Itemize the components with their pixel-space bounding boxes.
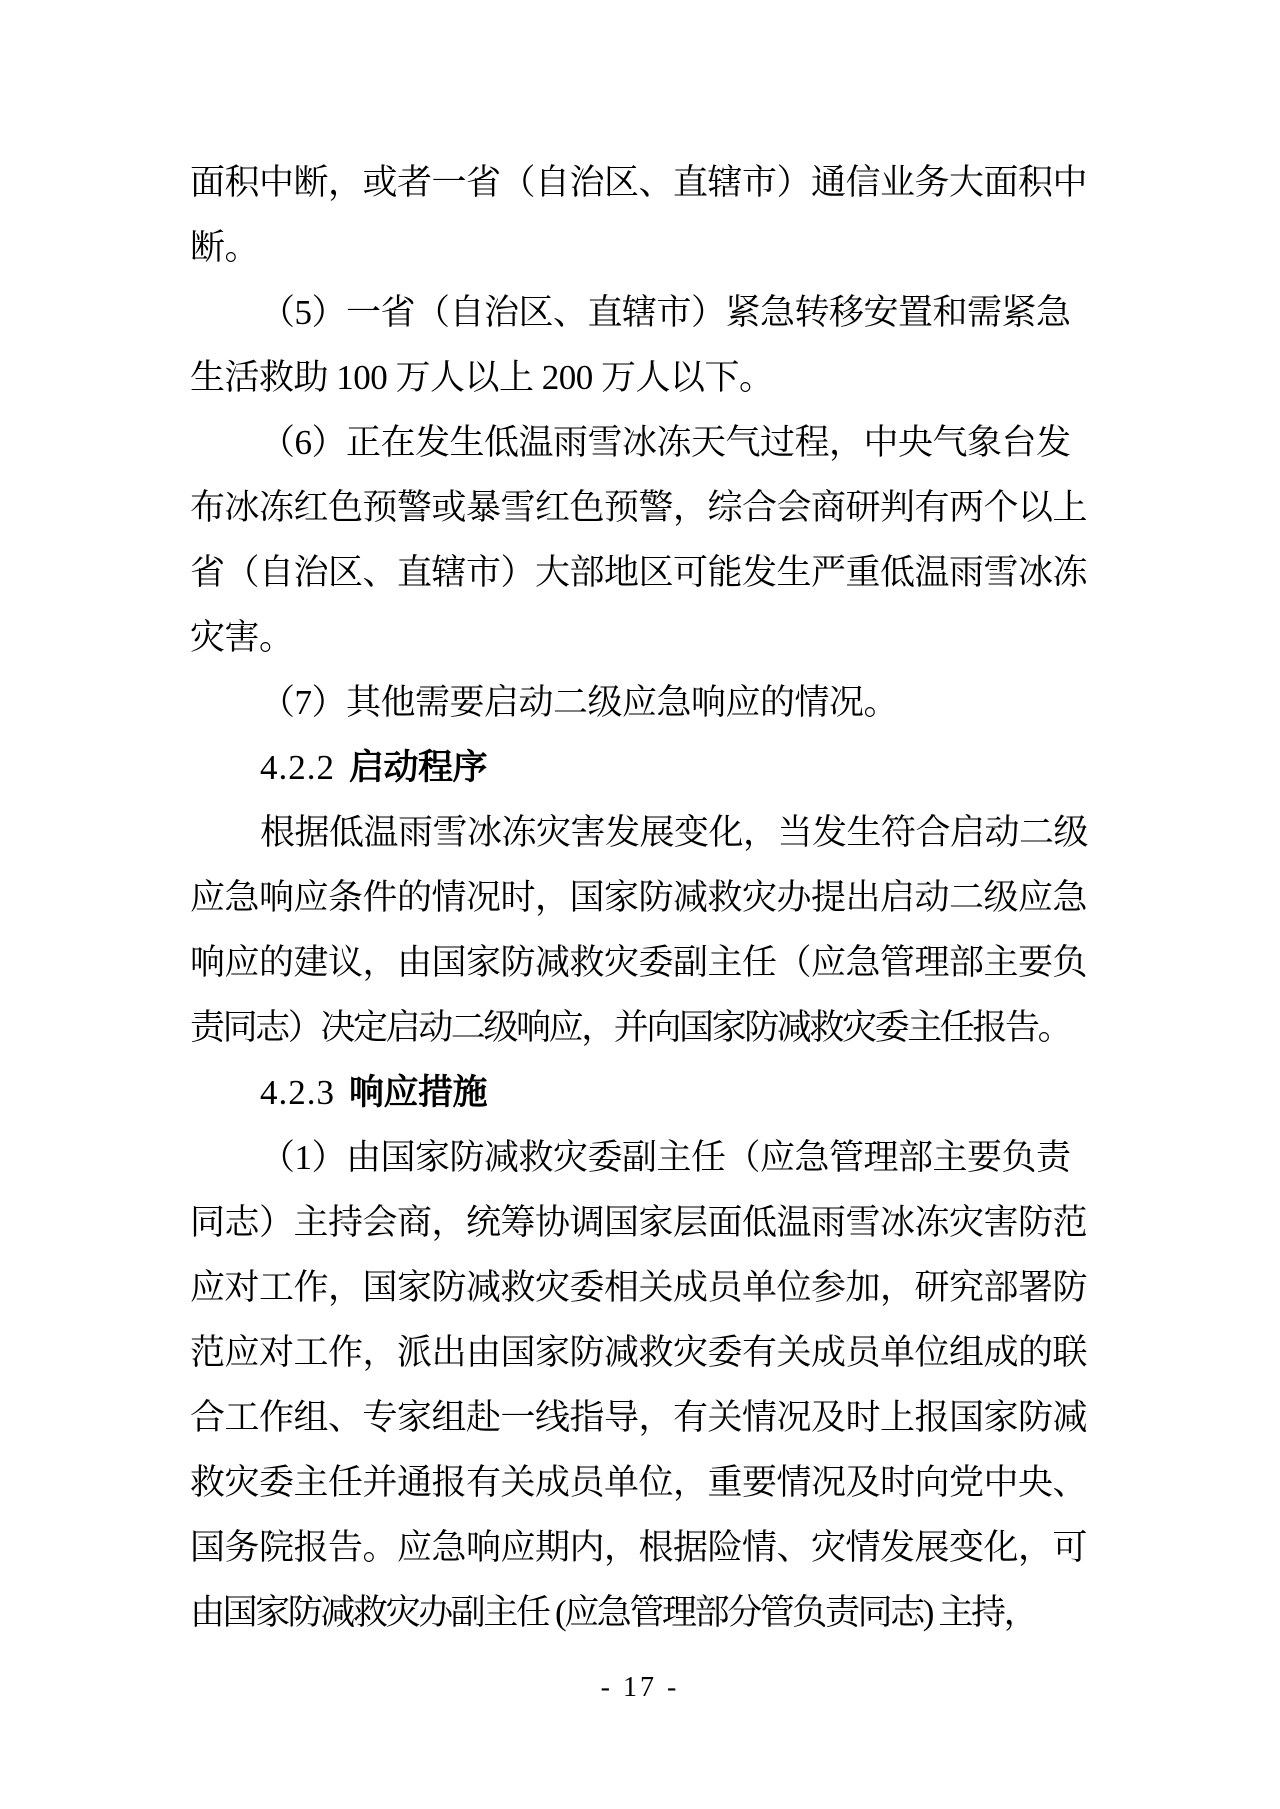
text-line: 同志）主持会商，统筹协调国家层面低温雨雪冰冻灾害防范 — [190, 1203, 1088, 1242]
text-line: 生活救助 100 万人以上 200 万人以下。 — [190, 358, 774, 397]
text-line: 断。 — [190, 228, 260, 267]
text-line: 合工作组、专家组赴一线指导，有关情况及时上报国家防减 — [190, 1398, 1088, 1437]
text-line: （7）其他需要启动二级应急响应的情况。 — [260, 683, 899, 722]
text-line: 范应对工作，派出由国家防减救灾委有关成员单位组成的联 — [190, 1333, 1088, 1372]
text-line: 由国家防减救灾办副主任 (应急管理部分管负责同志) 主持， — [190, 1593, 1037, 1632]
text-line: 应对工作，国家防减救灾委相关成员单位参加，研究部署防 — [190, 1268, 1088, 1307]
section-title: 启动程序 — [349, 748, 488, 787]
text-line: 省（自治区、直辖市）大部地区可能发生严重低温雨雪冰冻 — [190, 553, 1088, 592]
document-body — [190, 150, 1090, 1645]
page-number: - 17 - — [600, 1672, 680, 1703]
text-line: 救灾委主任并通报有关成员单位，重要情况及时向党中央、 — [190, 1463, 1088, 1502]
text-line: 响应的建议，由国家防减救灾委副主任（应急管理部主要负 — [190, 943, 1088, 982]
text-line: （1）由国家防减救灾委副主任（应急管理部主要负责 — [260, 1138, 1071, 1177]
text-line: （5）一省（自治区、直辖市）紧急转移安置和需紧急 — [260, 293, 1071, 332]
section-number: 4.2.3 — [260, 1073, 335, 1112]
text-line: 根据低温雨雪冰冻灾害发展变化，当发生符合启动二级 — [260, 813, 1089, 852]
text-line: 国务院报告。应急响应期内，根据险情、灾情发展变化，可 — [190, 1528, 1088, 1567]
text-line: 灾害。 — [190, 618, 294, 657]
section-heading — [190, 735, 1090, 800]
text-line: 布冰冻红色预警或暴雪红色预警，综合会商研判有两个以上 — [190, 488, 1088, 527]
section-title: 响应措施 — [349, 1073, 488, 1112]
text-line: 应急响应条件的情况时，国家防减救灾办提出启动二级应急 — [190, 878, 1088, 917]
section-number: 4.2.2 — [260, 748, 335, 787]
page-footer — [0, 1668, 1280, 1708]
section-heading — [190, 1060, 1090, 1125]
text-line: （6）正在发生低温雨雪冰冻天气过程，中央气象台发 — [260, 423, 1071, 462]
text-line: 面积中断，或者一省（自治区、直辖市）通信业务大面积中 — [190, 163, 1088, 202]
text-line: 责同志）决定启动二级响应，并向国家防减救灾委主任报告。 — [190, 1008, 1071, 1047]
